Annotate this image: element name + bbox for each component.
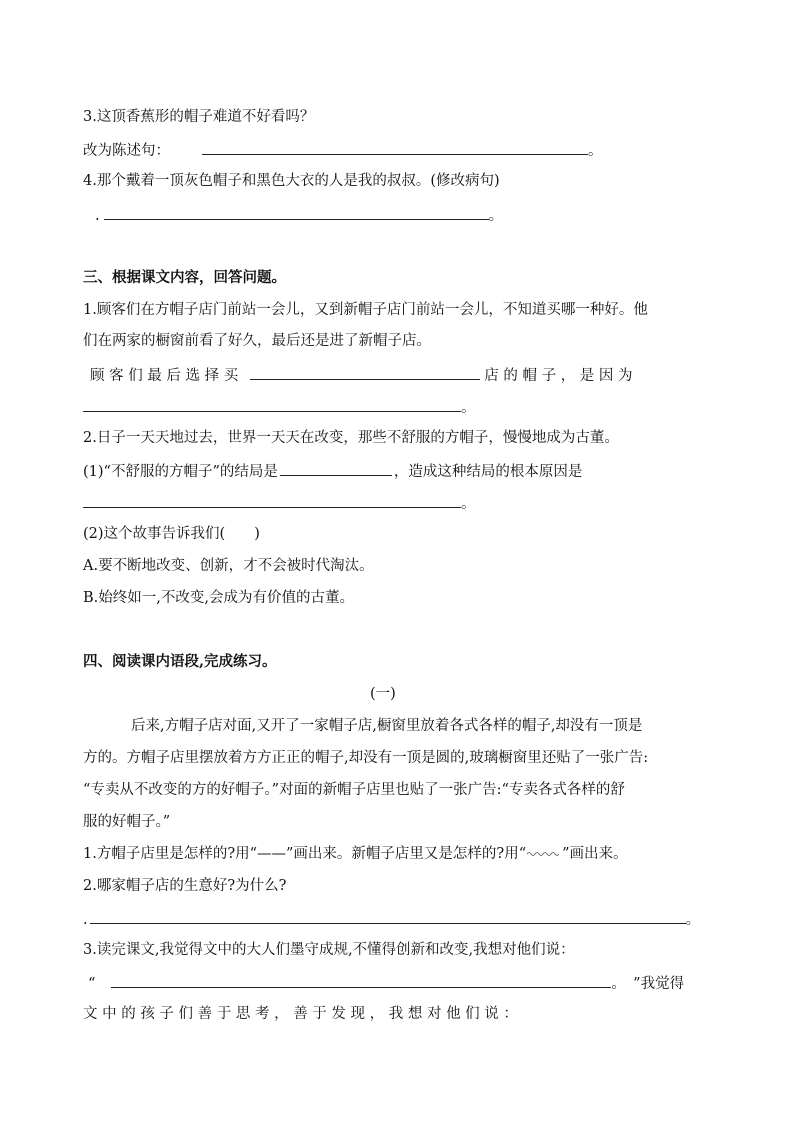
s3-p1-line2: 们在两家的橱窗前看了好久，最后还是进了新帽子店。 — [83, 333, 431, 349]
s4-para-line4: 服的好帽子。” — [83, 814, 171, 830]
s3-p1-fill-row — [90, 364, 710, 386]
wavy-line-icon — [526, 849, 562, 859]
s3-p2-sub2: (2)这个故事告诉我们( ) — [83, 526, 260, 542]
q3-end: 。 — [588, 143, 603, 159]
s4-subheading: (一) — [370, 686, 396, 702]
q4-text: 4.那个戴着一顶灰色帽子和黑色大衣的人是我的叔叔。(修改病句) — [83, 173, 500, 189]
s3-p1-fill-b: 店 的 帽 子 ， 是 因 为 — [484, 368, 633, 384]
s4-q3-blank-1[interactable] — [111, 972, 611, 988]
s3-p2-line1: 2.日子一天天地过去，世界一天天在改变，那些不舒服的方帽子，慢慢地成为古董。 — [83, 430, 619, 446]
s3-option-b[interactable]: B.始终如一,不改变,会成为有价值的古董。 — [83, 590, 354, 606]
s4-q1-a: 1.方帽子店里是怎样的?用“——”画出来。新帽子店里又是怎样的?用“ — [83, 846, 527, 862]
s4-para-line3: “专卖从不改变的方的好帽子。”对面的新帽子店里也贴了一张广告:“专卖各式各样的舒 — [83, 782, 625, 798]
s4-q2-prefix: . — [83, 912, 88, 928]
s3-option-a[interactable]: A.要不断地改变、创新，才不会被时代淘汰。 — [83, 558, 374, 574]
s4-q1-b: ”画出来。 — [562, 846, 628, 862]
s4-q3-line2 — [88, 972, 684, 994]
s3-p2-sub1-a: (1)“不舒服的方帽子”的结局是 — [83, 464, 278, 480]
s4-q2-answer-row — [83, 908, 700, 930]
q3-answer-row — [83, 139, 603, 161]
s3-p1-blank-1[interactable] — [250, 364, 480, 380]
s3-p2-sub1-b: ，造成这种结局的根本原因是 — [393, 464, 583, 480]
s3-p2-end: 。 — [461, 496, 476, 512]
s4-q1-row — [83, 844, 628, 864]
s4-para-line2: 方的。方帽子店里摆放着方方正正的帽子,却没有一顶是圆的,玻璃橱窗里还贴了一张广告: — [83, 750, 649, 766]
q3-label: 改为陈述句： — [83, 143, 170, 159]
section3-heading: 三、根据课文内容，回答问题。 — [83, 269, 286, 286]
s4-q2-end: 。 — [685, 912, 701, 928]
s3-p2-blank-row — [83, 492, 476, 514]
s3-p1-fill-a: 顾 客 们 最 后 选 择 买 — [90, 368, 239, 384]
s4-para-line1: 后来,方帽子店对面,又开了一家帽子店,橱窗里放着各式各样的帽子,却没有一顶是 — [131, 718, 643, 734]
q3-text: 3.这顶香蕉形的帽子难道不好看吗？ — [83, 109, 315, 125]
s4-q3-close: 。 ”我觉得 — [611, 976, 685, 992]
s3-p2-sub1-row — [83, 460, 582, 482]
s3-p1-line1: 1.顾客们在方帽子店门前站一会儿，又到新帽子店门前站一会儿，不知道买哪一种好。他 — [83, 302, 648, 318]
s4-q3-open: “ — [88, 976, 96, 992]
s4-q2: 2.哪家帽子店的生意好?为什么? — [83, 878, 287, 894]
q4-answer-row — [95, 204, 503, 226]
section4-heading: 四、阅读课内语段,完成练习。 — [83, 653, 277, 670]
q4-prefix: . — [95, 208, 100, 224]
s4-q3-line3: 文 中 的 孩 子 们 善 于 思 考 ， 善 于 发 现 ， 我 想 对 他 们 说 ： — [83, 1006, 518, 1022]
s3-p2-blank-2[interactable] — [83, 492, 461, 508]
s4-q2-blank[interactable] — [90, 908, 686, 924]
s4-q3-line1: 3.读完课文,我觉得文中的大人们墨守成规,不懂得创新和改变,我想对他们说： — [83, 942, 575, 958]
q4-answer-blank[interactable] — [104, 204, 489, 220]
s3-p1-blank-row — [83, 396, 476, 418]
q3-answer-blank[interactable] — [202, 139, 588, 155]
q4-end: 。 — [488, 208, 504, 224]
s3-p2-blank-1[interactable] — [280, 460, 392, 476]
s3-p1-blank-2[interactable] — [83, 396, 461, 412]
s3-p1-end: 。 — [461, 400, 476, 416]
